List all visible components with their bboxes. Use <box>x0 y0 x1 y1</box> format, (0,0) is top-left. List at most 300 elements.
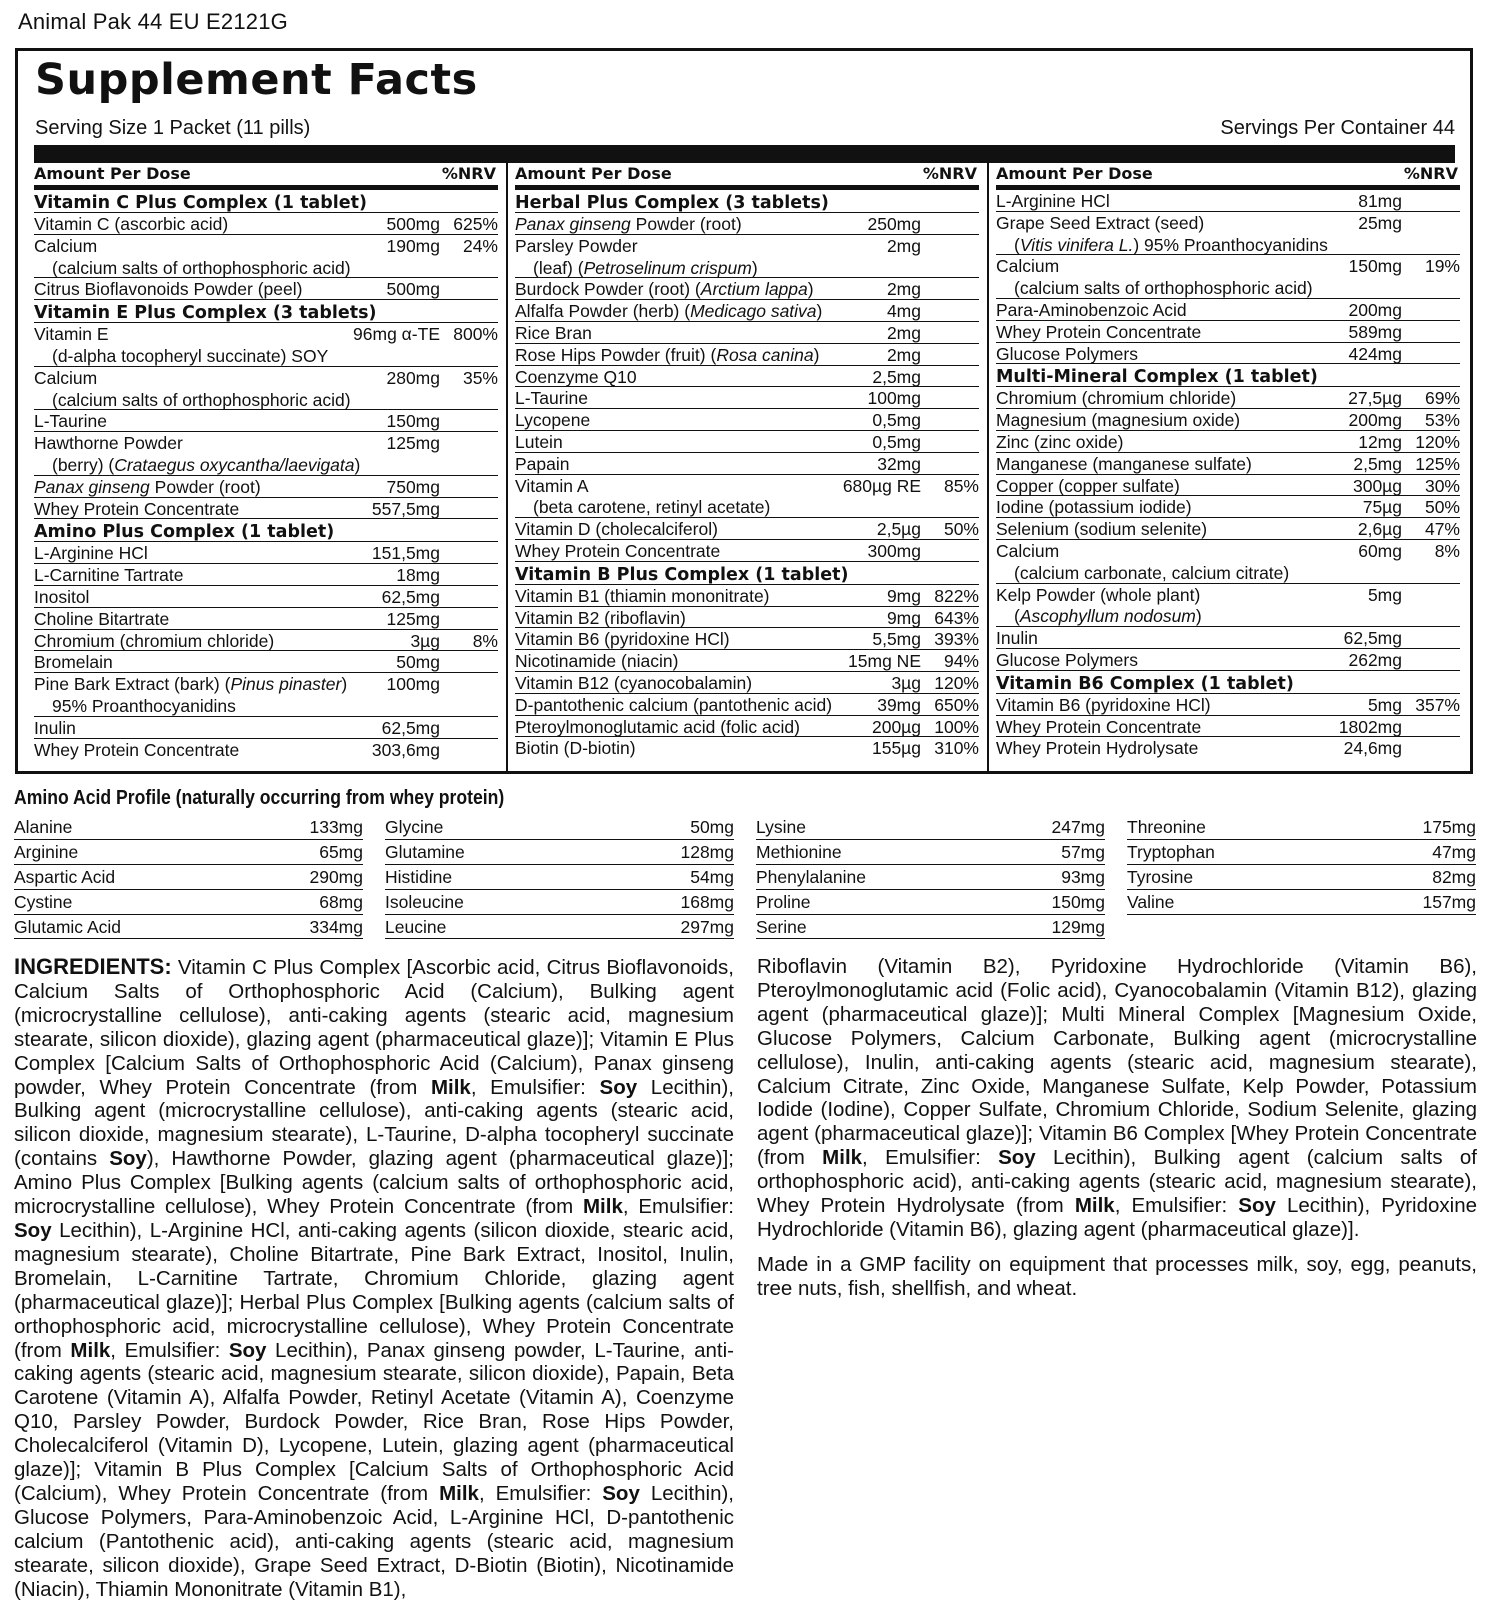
nutrient-name: L-Taurine <box>34 411 107 432</box>
nutrient-row <box>34 717 498 739</box>
nutrient-amount: 500mg <box>386 279 440 300</box>
nutrient-nrv: 47% <box>1424 519 1460 540</box>
nutrient-amount: 39mg <box>877 694 921 715</box>
ingredients-segment: , Emulsifier: <box>470 1075 600 1099</box>
nutrient-row <box>34 213 498 235</box>
nutrient-name: Vitamin B1 (thiamin mononitrate) <box>515 585 770 606</box>
amino-column-1 <box>14 815 363 939</box>
nutrient-nrv: 69% <box>1424 388 1460 409</box>
ingredients-heading: INGREDIENTS: <box>14 954 172 979</box>
nutrient-name: Whey Protein Concentrate <box>34 739 240 760</box>
section-heading: Vitamin B Plus Complex (1 tablet) <box>515 562 979 585</box>
amino-name: Glutamine <box>385 841 465 862</box>
amino-row <box>1127 890 1476 915</box>
amino-amount: 57mg <box>1061 841 1105 862</box>
nutrient-amount: 2,5mg <box>1353 453 1402 474</box>
nutrient-row <box>515 607 979 629</box>
nutrient-amount: 0,5mg <box>872 431 921 452</box>
nutrient-name: Vitamin D (cholecalciferol) <box>515 519 718 540</box>
amino-name: Cystine <box>14 891 73 912</box>
nutrient-amount: 200µg <box>871 716 921 737</box>
nutrient-name: Selenium (sodium selenite) <box>996 519 1208 540</box>
nutrient-name: Calcium <box>34 235 98 256</box>
section-heading: Amino Plus Complex (1 tablet) <box>34 519 498 542</box>
ingredients-segment: Lecithin), L-Arginine HCl, anti-caking agents (silicon dioxide, stearic acid, magnesium stearate), Choline Bitartrate, Pine Bark Extract, Inositol, Inulin, Bromelain, L-Carnitine Tartrate, Chromium Chloride, glazing agent (pharmaceutical glaze)]; Herbal Plus Complex [Bulking agents (calcium salts of orthophosphoric acid, microcrystalline cellulose), Whey Protein Concentrate (from <box>14 1218 734 1362</box>
ingredients-segment: , Emulsifier: <box>622 1195 735 1219</box>
nutrient-amount: 150mg <box>1348 256 1402 277</box>
ingredients-segment: Lecithin), Bulking agent (microcrystalline cellulose), anti-caking agents (stearic acid, silicon dioxide, magnesium stearate), L-Taurine, D-alpha tocopheryl succinate (contains <box>14 1075 734 1171</box>
amino-row <box>756 865 1105 890</box>
supplement-facts-panel <box>15 48 1473 774</box>
nutrient-amount: 2mg <box>886 344 921 365</box>
nutrient-row <box>996 190 1460 212</box>
amino-name: Glutamic Acid <box>14 916 121 937</box>
nutrient-name: Vitamin B6 (pyridoxine HCl) <box>515 629 730 650</box>
column-divider <box>506 163 508 774</box>
nutrient-row <box>34 476 498 498</box>
amino-name: Leucine <box>385 916 447 937</box>
nutrient-row <box>996 540 1460 584</box>
amino-amount: 247mg <box>1051 817 1105 837</box>
nutrient-nrv: 120% <box>934 672 979 693</box>
amino-column-4 <box>1127 815 1476 915</box>
nutrient-amount: 100mg <box>867 388 921 409</box>
nutrient-name: Pteroylmonoglutamic acid (folic acid) <box>515 716 800 737</box>
nutrient-source: (leaf) (Petroselinum crispum) <box>533 257 758 278</box>
column-header <box>996 163 1460 190</box>
amino-row <box>1127 865 1476 890</box>
nutrient-row <box>996 321 1460 343</box>
nutrient-nrv: 357% <box>1415 694 1460 715</box>
amino-amount: 168mg <box>680 891 734 912</box>
nutrient-amount: 50mg <box>396 652 440 673</box>
amino-acid-profile-title: Amino Acid Profile (naturally occurring from whey protein) <box>14 787 505 809</box>
amino-row <box>385 915 734 940</box>
amino-amount: 82mg <box>1432 866 1476 887</box>
nutrient-amount: 75µg <box>1362 497 1402 518</box>
nutrient-amount: 750mg <box>386 476 440 497</box>
nutrient-row <box>515 585 979 607</box>
amino-row <box>385 840 734 865</box>
product-code: Animal Pak 44 EU E2121G <box>18 9 288 34</box>
amount-per-dose-label: Amount Per Dose <box>515 164 672 183</box>
amino-amount: 175mg <box>1422 817 1476 837</box>
nutrient-amount: 5mg <box>1367 694 1402 715</box>
nrv-label: %NRV <box>1403 164 1458 183</box>
amino-name: Histidine <box>385 866 453 887</box>
amino-row <box>14 865 363 890</box>
nutrient-name: Glucose Polymers <box>996 343 1138 364</box>
section-heading: Herbal Plus Complex (3 tablets) <box>515 190 979 213</box>
nutrient-amount: 589mg <box>1348 321 1402 342</box>
nutrient-row <box>996 343 1460 365</box>
nutrient-name: Magnesium (magnesium oxide) <box>996 410 1241 431</box>
nutrient-nrv: 24% <box>462 235 498 256</box>
nutrient-name: Papain <box>515 453 570 474</box>
nutrient-row <box>996 694 1460 716</box>
nutrient-name: L-Taurine <box>515 388 588 409</box>
nutrient-row <box>34 673 498 717</box>
nutrient-row <box>515 628 979 650</box>
allergen-highlight: Soy <box>14 1218 52 1242</box>
nutrient-row <box>996 584 1460 628</box>
nutrient-row <box>515 672 979 694</box>
amino-amount: 297mg <box>680 916 734 937</box>
nutrient-name: Calcium <box>34 367 98 388</box>
nutrient-name: L-Carnitine Tartrate <box>34 565 184 586</box>
nutrient-source: (Vitis vinifera L.) 95% Proanthocyanidins <box>1014 234 1328 255</box>
nutrient-name: Glucose Polymers <box>996 649 1138 670</box>
amino-row <box>1127 840 1476 865</box>
nutrient-name: Vitamin C (ascorbic acid) <box>34 214 229 234</box>
nutrient-row <box>515 387 979 409</box>
nutrient-amount: 500mg <box>386 214 440 234</box>
nutrient-row <box>515 213 979 235</box>
nutrient-row <box>515 409 979 431</box>
nutrient-row <box>996 496 1460 518</box>
nutrient-row <box>34 542 498 564</box>
nutrient-row <box>515 650 979 672</box>
nutrient-name: L-Arginine HCl <box>34 543 148 564</box>
nutrient-name: Chromium (chromium chloride) <box>996 388 1237 409</box>
nutrient-nrv: 643% <box>934 607 979 628</box>
nutrient-amount: 4mg <box>886 301 921 322</box>
nutrient-nrv: 94% <box>943 651 979 672</box>
amino-amount: 290mg <box>309 866 363 887</box>
allergen-highlight: Soy <box>998 1146 1036 1170</box>
nutrient-name: Panax ginseng Powder (root) <box>515 214 742 234</box>
amino-name: Methionine <box>756 841 842 862</box>
nutrient-name: Parsley Powder <box>515 235 638 256</box>
nutrient-name: Calcium <box>996 256 1060 277</box>
amino-name: Serine <box>756 916 807 937</box>
nutrient-amount: 3µg <box>410 630 440 651</box>
nutrient-row <box>34 432 498 476</box>
nutrient-amount: 15mg NE <box>848 651 921 672</box>
servings-per-container: Servings Per Container 44 <box>1220 117 1455 139</box>
amino-name: Phenylalanine <box>756 866 866 887</box>
nutrient-name: Whey Protein Hydrolysate <box>996 738 1199 759</box>
amino-amount: 128mg <box>680 841 734 862</box>
ingredients-segment: , Emulsifier: <box>110 1338 229 1362</box>
nutrient-nrv: 822% <box>934 585 979 606</box>
nutrient-row <box>515 694 979 716</box>
nutrient-name: Inositol <box>34 586 90 607</box>
nutrient-name: Citrus Bioflavonoids Powder (peel) <box>34 279 303 300</box>
nutrient-amount: 5,5mg <box>872 629 921 650</box>
nutrient-name: Vitamin E <box>34 324 109 345</box>
column-header <box>515 163 979 190</box>
nutrient-name: Pine Bark Extract (bark) (Pinus pinaster) <box>34 674 348 695</box>
nutrient-name: Coenzyme Q10 <box>515 366 637 387</box>
nutrient-row <box>34 410 498 432</box>
nutrient-nrv: 650% <box>934 694 979 715</box>
allergen-highlight: Soy <box>1238 1194 1276 1218</box>
nutrient-nrv: 85% <box>943 475 979 496</box>
amino-name: Threonine <box>1127 817 1206 837</box>
nutrient-amount: 2,5mg <box>872 366 921 387</box>
nutrient-name: Rice Bran <box>515 322 592 343</box>
nutrient-source: (calcium salts of orthophosphoric acid) <box>52 389 351 410</box>
nutrient-amount: 9mg <box>886 585 921 606</box>
nutrient-nrv: 30% <box>1424 475 1460 496</box>
ingredients-segment: Lecithin), Panax ginseng powder, L-Taurine, anti-caking agents (stearic acid, magnesium stearate, silicon dioxide), Papain, Beta Carotene (Vitamin A), Alfalfa Powder, Retinyl Acetate (Vitamin A), Coenzyme Q10, Parsley Powder, Burdock Powder, Rice Bran, Rose Hips Powder, Cholecalciferol (Vitamin D), Lycopene, Lutein, glazing agent (pharmaceutical glaze)]; Vitamin B Plus Complex [Calcium Salts of Orthophosphoric Acid (Calcium), Whey Protein Concentrate (from <box>14 1338 734 1505</box>
nrv-label: %NRV <box>441 164 496 183</box>
nutrient-nrv: 35% <box>462 367 498 388</box>
nutrient-row <box>515 540 979 562</box>
nutrient-amount: 1802mg <box>1338 716 1402 737</box>
nutrient-name: Grape Seed Extract (seed) <box>996 212 1205 233</box>
amino-row <box>385 815 734 840</box>
nutrient-amount: 2,5µg <box>876 519 921 540</box>
amino-name: Lysine <box>756 817 806 837</box>
nutrient-name: Whey Protein Concentrate <box>515 540 721 561</box>
nutrient-row <box>34 323 498 367</box>
nutrient-row <box>515 518 979 540</box>
nutrient-row <box>34 630 498 652</box>
nutrient-row <box>515 278 979 300</box>
nutrient-row <box>515 431 979 453</box>
nutrient-amount: 200mg <box>1348 299 1402 320</box>
nutrient-row <box>996 299 1460 321</box>
ingredients-segment: Lecithin), Pyridoxine Hydrochloride (Vitamin B6), glazing agent (pharmaceutical glaze)]. <box>757 1194 1478 1241</box>
ingredients-segment: Riboflavin (Vitamin B2), Pyridoxine Hydrochloride (Vitamin B6), Pteroylmonoglutamic acid (Folic acid), Cyanocobalamin (Vitamin B12), glazing agent (pharmaceutical glaze)]; Multi Mineral Complex [Magnesium Oxide, Glucose Polymers, Calcium Carbonate, Bulking agent (microcrystalline cellulose), Inulin, anti-caking agents (stearic acid, magnesium stearate), Calcium Citrate, Zinc Oxide, Manganese Sulfate, Kelp Powder, Potassium Iodide (Iodine), Copper Sulfate, Chromium Chloride, Sodium Selenite, glazing agent (pharmaceutical glaze)]; Vitamin B6 Complex [Whey Protein Concentrate (from <box>757 955 1477 1170</box>
ingredients-segment: Lecithin), Bulking agent (calcium salts of orthophosphoric acid), anti-caking agents (stearic acid, magnesium stearate), Whey Protein Hydrolysate (from <box>757 1146 1478 1218</box>
facts-column-2 <box>515 163 979 769</box>
nutrient-amount: 81mg <box>1358 191 1402 211</box>
section-heading: Vitamin C Plus Complex (1 tablet) <box>34 190 498 213</box>
nutrient-name: Vitamin B2 (riboflavin) <box>515 607 686 628</box>
nutrient-row <box>515 344 979 366</box>
nutrient-amount: 62,5mg <box>381 586 440 607</box>
nutrient-name: Lycopene <box>515 410 591 431</box>
nutrient-name: Copper (copper sulfate) <box>996 475 1180 496</box>
allergen-highlight: Milk <box>430 1075 471 1099</box>
nutrient-amount: 62,5mg <box>1343 628 1402 649</box>
amino-amount: 65mg <box>319 841 363 862</box>
nutrient-name: Para-Aminobenzoic Acid <box>996 299 1187 320</box>
nutrient-row <box>34 586 498 608</box>
nutrient-name: Lutein <box>515 431 563 452</box>
nutrient-row <box>996 409 1460 431</box>
nutrient-amount: 32mg <box>877 453 921 474</box>
nutrient-row <box>34 739 498 761</box>
amino-name: Alanine <box>14 817 73 837</box>
amino-column-3 <box>756 815 1105 939</box>
nutrient-name: Calcium <box>996 540 1060 561</box>
nutrient-nrv: 100% <box>934 716 979 737</box>
nutrient-nrv: 800% <box>453 324 498 345</box>
nutrient-amount: 200mg <box>1348 410 1402 431</box>
amino-column-2 <box>385 815 734 939</box>
facts-column-3 <box>996 163 1460 769</box>
nutrient-name: Biotin (D-biotin) <box>515 738 636 759</box>
amino-row <box>14 840 363 865</box>
nutrient-row <box>996 627 1460 649</box>
amino-amount: 68mg <box>319 891 363 912</box>
nutrient-row <box>515 453 979 475</box>
nutrient-amount: 680µg RE <box>842 475 921 496</box>
nutrient-amount: 0,5mg <box>872 410 921 431</box>
nutrient-name: Bromelain <box>34 652 113 673</box>
nutrient-name: Rose Hips Powder (fruit) (Rosa canina) <box>515 344 820 365</box>
nutrient-amount: 27,5µg <box>1348 388 1402 409</box>
nutrient-row <box>34 498 498 520</box>
nutrient-amount: 155µg <box>871 738 921 759</box>
amino-amount: 54mg <box>690 866 734 887</box>
nutrient-amount: 2,6µg <box>1357 519 1402 540</box>
nutrient-amount: 125mg <box>386 608 440 629</box>
amino-row <box>385 865 734 890</box>
allergen-statement: Made in a GMP facility on equipment that processes milk, soy, egg, peanuts, tree nuts, fish, shellfish, and wheat. <box>757 1253 1477 1300</box>
amino-amount: 93mg <box>1061 866 1105 887</box>
nutrient-amount: 5mg <box>1367 584 1402 605</box>
amino-row <box>1127 815 1476 840</box>
amino-amount: 150mg <box>1051 891 1105 912</box>
section-heading: Vitamin E Plus Complex (3 tablets) <box>34 300 498 323</box>
amino-name: Isoleucine <box>385 891 464 912</box>
serving-size: Serving Size 1 Packet (11 pills) <box>35 117 311 139</box>
amino-amount: 157mg <box>1422 891 1476 912</box>
nutrient-amount: 300µg <box>1352 475 1402 496</box>
amino-name: Glycine <box>385 817 444 837</box>
amino-row <box>756 840 1105 865</box>
nutrient-row <box>515 322 979 344</box>
nutrient-row <box>34 608 498 630</box>
nutrient-name: Vitamin B6 (pyridoxine HCl) <box>996 694 1211 715</box>
allergen-highlight: Milk <box>70 1338 111 1362</box>
ingredients-segment: , Emulsifier: <box>862 1146 999 1170</box>
nutrient-name: Vitamin B12 (cyanocobalamin) <box>515 672 753 693</box>
amino-amount: 47mg <box>1432 841 1476 862</box>
nutrient-name: Choline Bitartrate <box>34 608 170 629</box>
nutrient-amount: 262mg <box>1348 649 1402 670</box>
section-heading: Multi-Mineral Complex (1 tablet) <box>996 364 1460 387</box>
nutrient-amount: 18mg <box>396 565 440 586</box>
allergen-highlight: Soy <box>228 1338 267 1362</box>
ingredients-segment: ), Hawthorne Powder, glazing agent (pharmaceutical glaze)]; Amino Plus Complex [Bulking agents (calcium salts of orthophosphoric acid, microcrystalline cellulose), Whey Protein Concentrate (from <box>14 1147 734 1219</box>
panel-title: Supplement Facts <box>35 55 478 105</box>
nutrient-name: Inulin <box>996 628 1038 649</box>
amino-row <box>756 915 1105 940</box>
nutrient-nrv: 8% <box>1434 540 1460 561</box>
nutrient-row <box>996 518 1460 540</box>
nutrient-nrv: 625% <box>453 214 498 234</box>
nutrient-amount: 96mg α-TE <box>353 324 440 345</box>
nutrient-row <box>996 453 1460 475</box>
amino-name: Tyrosine <box>1127 866 1194 887</box>
allergen-highlight: Soy <box>599 1075 638 1099</box>
nutrient-name: Hawthorne Powder <box>34 433 183 454</box>
amino-name: Aspartic Acid <box>14 866 116 887</box>
nutrient-name: Manganese (manganese sulfate) <box>996 453 1252 474</box>
nutrient-source: (calcium carbonate, calcium citrate) <box>1014 562 1290 583</box>
nutrient-row <box>996 737 1460 759</box>
nutrient-amount: 25mg <box>1358 212 1402 233</box>
allergen-highlight: Milk <box>822 1146 863 1170</box>
column-header <box>34 163 498 190</box>
nutrient-source: 95% Proanthocyanidins <box>52 695 236 716</box>
thick-divider <box>34 145 1455 163</box>
nutrient-name: Whey Protein Concentrate <box>34 498 240 519</box>
amino-amount: 334mg <box>309 916 363 937</box>
facts-column-1 <box>34 163 498 769</box>
nutrient-name: Panax ginseng Powder (root) <box>34 476 261 497</box>
nutrient-row <box>515 366 979 388</box>
nutrient-name: Whey Protein Concentrate <box>996 321 1202 342</box>
nutrient-row <box>515 737 979 759</box>
nutrient-amount: 250mg <box>867 214 921 234</box>
nutrient-name: Alfalfa Powder (herb) (Medicago sativa) <box>515 301 823 322</box>
nutrient-name: Vitamin A <box>515 475 589 496</box>
nutrient-name: D-pantothenic calcium (pantothenic acid) <box>515 694 833 715</box>
nutrient-source: (d-alpha tocopheryl succinate) SOY <box>52 345 329 366</box>
nutrient-row <box>515 475 979 519</box>
nutrient-row <box>34 651 498 673</box>
nutrient-name: Iodine (potassium iodide) <box>996 497 1192 518</box>
allergen-highlight: Soy <box>109 1147 147 1171</box>
nutrient-name: Whey Protein Concentrate <box>996 716 1202 737</box>
amount-per-dose-label: Amount Per Dose <box>34 164 191 183</box>
allergen-highlight: Milk <box>1074 1194 1115 1218</box>
nutrient-nrv: 53% <box>1424 410 1460 431</box>
nutrient-row <box>996 475 1460 497</box>
nutrient-name: Nicotinamide (niacin) <box>515 651 679 672</box>
nutrient-amount: 24,6mg <box>1343 738 1402 759</box>
amino-row <box>756 815 1105 840</box>
nutrient-source: (beta carotene, retinyl acetate) <box>533 497 771 518</box>
nutrient-amount: 100mg <box>386 674 440 695</box>
amino-row <box>385 890 734 915</box>
nutrient-nrv: 50% <box>1424 497 1460 518</box>
nutrient-source: (calcium salts of orthophosphoric acid) <box>1014 278 1313 299</box>
nutrient-amount: 150mg <box>386 411 440 432</box>
nutrient-name: Kelp Powder (whole plant) <box>996 584 1201 605</box>
amino-row <box>14 890 363 915</box>
nutrient-amount: 280mg <box>386 367 440 388</box>
nutrient-name: Inulin <box>34 717 76 738</box>
nutrient-amount: 2mg <box>886 322 921 343</box>
ingredients-segment: , Emulsifier: <box>478 1481 603 1505</box>
allergen-highlight: Milk <box>439 1481 479 1505</box>
nutrient-amount: 557,5mg <box>371 498 440 519</box>
nutrient-name: Chromium (chromium chloride) <box>34 630 275 651</box>
nutrient-row <box>996 649 1460 671</box>
nutrient-row <box>996 431 1460 453</box>
amino-amount: 133mg <box>309 817 363 837</box>
nutrient-source: (calcium salts of orthophosphoric acid) <box>52 257 351 278</box>
nutrient-name: L-Arginine HCl <box>996 191 1110 211</box>
nutrient-row <box>996 716 1460 738</box>
ingredients-segment: Vitamin C Plus Complex [Ascorbic acid, Citrus Bioflavonoids, Calcium Salts of Orthophosphoric Acid (Calcium), Bulking agent (microcrystalline cellulose), anti-caking agents (stearic acid, magnesium stearate, silicon dioxide), glazing agent (pharmaceutical glaze)]; Vitamin E Plus Complex [Calcium Salts of Orthophosphoric Acid (Calcium), Panax ginseng powder, Whey Protein Concentrate (from <box>14 956 734 1099</box>
allergen-highlight: Soy <box>602 1481 640 1505</box>
amino-name: Arginine <box>14 841 79 862</box>
nutrient-source: (Ascophyllum nodosum) <box>1014 606 1202 627</box>
nutrient-row <box>34 367 498 411</box>
amount-per-dose-label: Amount Per Dose <box>996 164 1153 183</box>
nutrient-amount: 125mg <box>386 433 440 454</box>
ingredients-segment: Lecithin), Glucose Polymers, Para-Aminobenzoic Acid, L-Arginine HCl, D-pantothenic calcium (Pantothenic acid), anti-caking agents (stearic acid, magnesium stearate, silicon dioxide), Grape Seed Extract, D-Biotin (Biotin), Nicotinamide (Niacin), Thiamin Mononitrate (Vitamin B1), <box>14 1481 734 1601</box>
ingredients-segment: , Emulsifier: <box>1114 1194 1239 1218</box>
amino-name: Proline <box>756 891 811 912</box>
amino-amount: 50mg <box>690 817 734 837</box>
column-divider <box>987 163 989 774</box>
amino-row <box>14 915 363 940</box>
amino-name: Tryptophan <box>1127 841 1215 862</box>
nutrient-row <box>996 212 1460 256</box>
nutrient-name: Burdock Powder (root) (Arctium lappa) <box>515 279 814 300</box>
nutrient-amount: 12mg <box>1358 431 1402 452</box>
